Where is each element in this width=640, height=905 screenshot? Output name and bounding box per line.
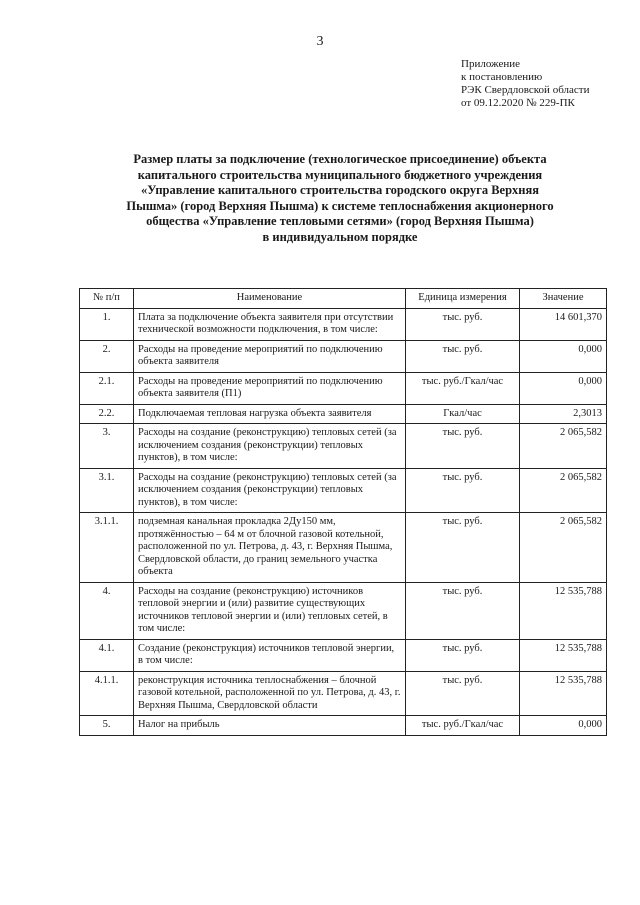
row-unit: тыс. руб.	[406, 513, 520, 583]
row-name: Подключаемая тепловая нагрузка объекта заявителя	[134, 404, 406, 424]
document-title	[75, 152, 605, 245]
row-number: 4.1.	[80, 639, 134, 671]
row-number: 4.	[80, 582, 134, 639]
row-number: 3.	[80, 424, 134, 469]
row-number: 5.	[80, 716, 134, 736]
appendix-block	[461, 58, 589, 110]
row-value: 12 535,788	[520, 671, 607, 716]
row-value: 0,000	[520, 716, 607, 736]
appendix-line: Приложение	[461, 58, 521, 70]
appendix-line: к постановлению	[461, 71, 543, 83]
appendix-line: от 09.12.2020 № 229-ПК	[461, 97, 575, 109]
table-header-row	[80, 289, 607, 309]
title-line: Размер платы за подключение (технологическое присоединение) объекта	[133, 152, 547, 166]
header-num: № п/п	[80, 289, 134, 309]
table-row	[80, 404, 607, 424]
row-value: 12 535,788	[520, 582, 607, 639]
row-unit: тыс. руб.	[406, 639, 520, 671]
row-name: Плата за подключение объекта заявителя при отсутствии технической возможности подключения, в том числе:	[134, 308, 406, 340]
row-unit: Гкал/час	[406, 404, 520, 424]
row-unit: тыс. руб.	[406, 308, 520, 340]
row-name: подземная канальная прокладка 2Ду150 мм, протяжённостью – 64 м от блочной газовой котельной, расположенной по ул. Петрова, д. 43, г. Верхняя Пышма, Свердловской области, до границ земельного участка объекта	[134, 513, 406, 583]
title-line: «Управление капитального строительства городского округа Верхняя	[140, 183, 540, 197]
row-value: 2 065,582	[520, 513, 607, 583]
row-unit: тыс. руб.	[406, 340, 520, 372]
row-name: Расходы на проведение мероприятий по подключению объекта заявителя	[134, 340, 406, 372]
row-value: 0,000	[520, 372, 607, 404]
table-row	[80, 671, 607, 716]
row-unit: тыс. руб.	[406, 582, 520, 639]
row-unit: тыс. руб./Гкал/час	[406, 716, 520, 736]
row-unit: тыс. руб.	[406, 671, 520, 716]
row-value: 14 601,370	[520, 308, 607, 340]
row-name: Расходы на создание (реконструкцию) источников тепловой энергии и (или) развитие существующих источников тепловой энергии и (или) тепловых сетей, в том числе:	[134, 582, 406, 639]
table-row	[80, 582, 607, 639]
page-number: 3	[316, 34, 324, 49]
table-row	[80, 308, 607, 340]
row-number: 2.2.	[80, 404, 134, 424]
row-number: 1.	[80, 308, 134, 340]
title-line: в индивидуальном порядке	[262, 229, 418, 244]
row-name: Налог на прибыль	[134, 716, 406, 736]
row-number: 3.1.1.	[80, 513, 134, 583]
title-line: капитального строительства муниципального бюджетного учреждения	[137, 167, 543, 182]
row-value: 2 065,582	[520, 468, 607, 513]
header-value: Значение	[520, 289, 607, 309]
appendix-line: РЭК Свердловской области	[461, 84, 590, 96]
table-row	[80, 468, 607, 513]
row-value: 12 535,788	[520, 639, 607, 671]
table-body	[80, 308, 607, 735]
title-line: общества «Управление тепловыми сетями» (город Верхняя Пышма)	[146, 214, 534, 228]
table-row	[80, 424, 607, 469]
row-number: 4.1.1.	[80, 671, 134, 716]
table-row	[80, 716, 607, 736]
row-value: 0,000	[520, 340, 607, 372]
row-name: Расходы на создание (реконструкцию) тепловых сетей (за исключением создания (реконструкции) тепловых пунктов), в том числе:	[134, 424, 406, 469]
row-unit: тыс. руб.	[406, 424, 520, 469]
row-unit: тыс. руб.	[406, 468, 520, 513]
title-line: Пышма» (город Верхняя Пышма) к системе теплоснабжения акционерного	[126, 198, 554, 213]
row-name: Расходы на создание (реконструкцию) тепловых сетей (за исключением создания (реконструкции) тепловых пунктов), в том числе:	[134, 468, 406, 513]
row-unit: тыс. руб./Гкал/час	[406, 372, 520, 404]
header-unit: Единица измерения	[406, 289, 520, 309]
row-name: Расходы на проведение мероприятий по подключению объекта заявителя (П1)	[134, 372, 406, 404]
row-name: реконструкция источника теплоснабжения – блочной газовой котельной, расположенной по ул. Петрова, д. 43, г. Верхняя Пышма, Свердловской области	[134, 671, 406, 716]
row-number: 3.1.	[80, 468, 134, 513]
row-number: 2.	[80, 340, 134, 372]
row-name: Создание (реконструкция) источников тепловой энергии, в том числе:	[134, 639, 406, 671]
table-row	[80, 513, 607, 583]
row-number: 2.1.	[80, 372, 134, 404]
row-value: 2 065,582	[520, 424, 607, 469]
row-value: 2,3013	[520, 404, 607, 424]
table-row	[80, 340, 607, 372]
table-row	[80, 639, 607, 671]
table-row	[80, 372, 607, 404]
fee-table	[79, 288, 607, 736]
header-name: Наименование	[134, 289, 406, 309]
